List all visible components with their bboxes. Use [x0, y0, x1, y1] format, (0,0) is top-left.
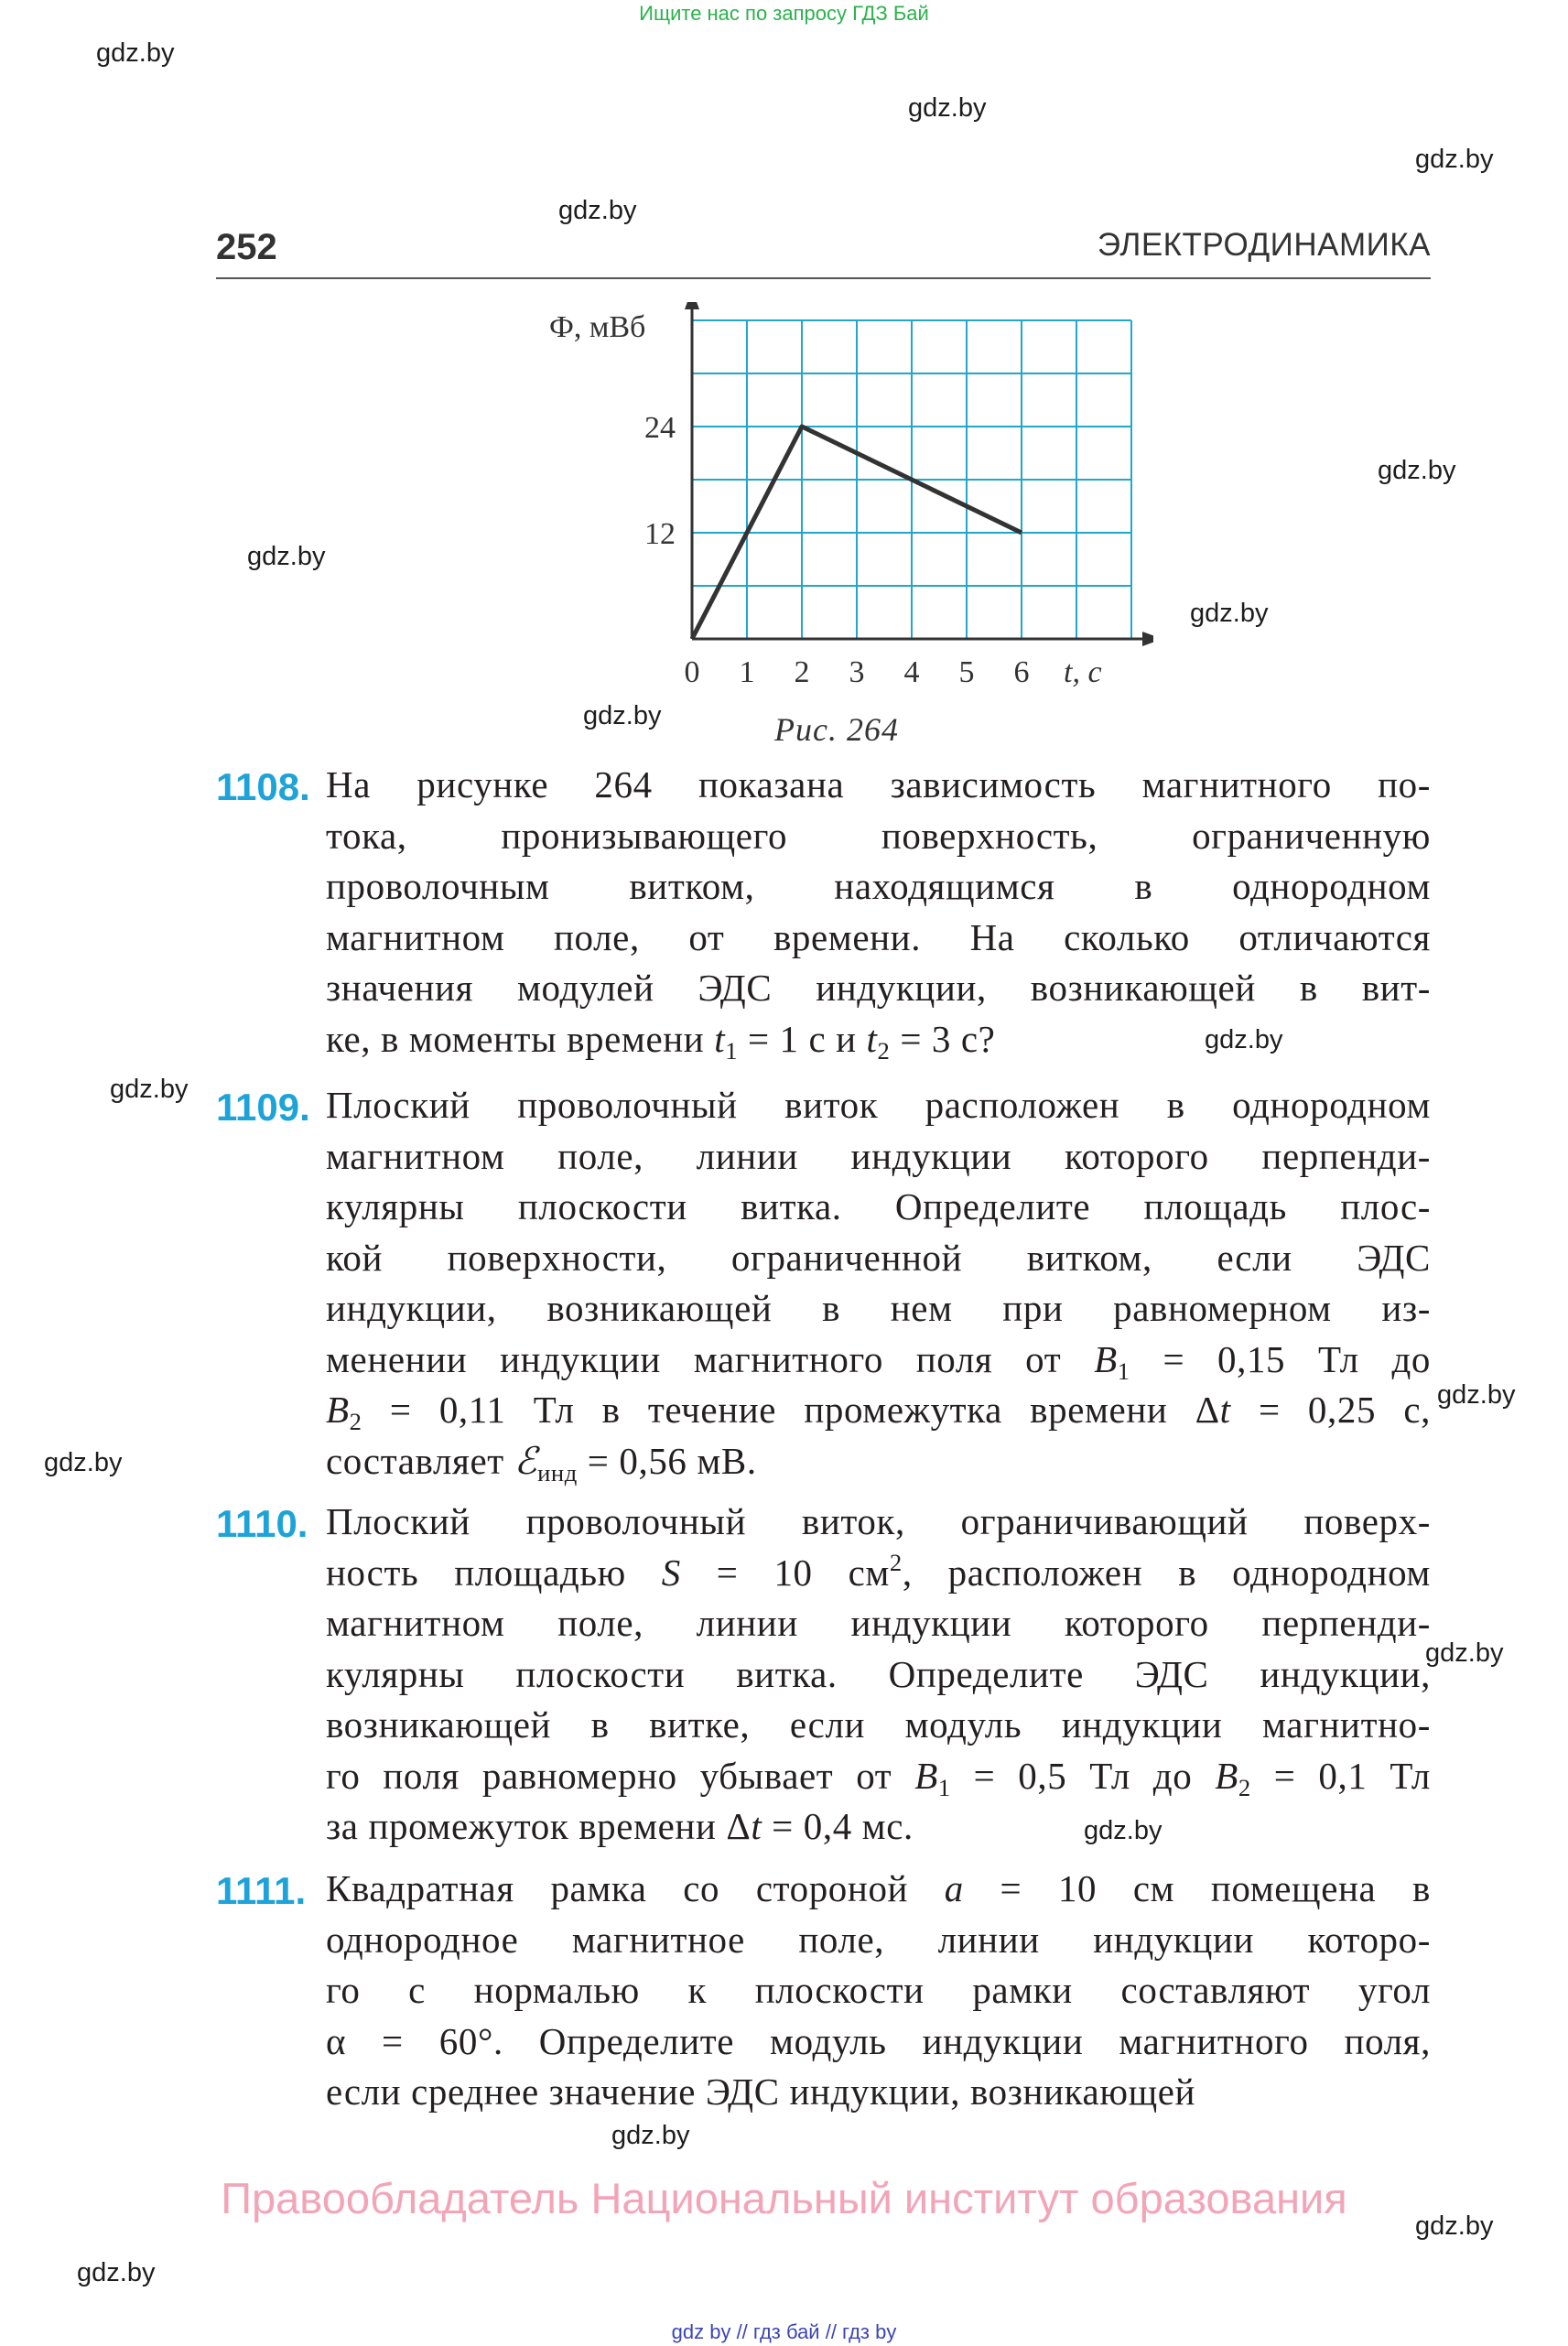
watermark: gdz.by	[77, 2258, 156, 2287]
problem-text-line: индукции, возникающей в нем при равномерном из-	[326, 1287, 1431, 1329]
x-tick-label: 2	[794, 655, 810, 689]
y-axis-label: Ф, мВб	[549, 310, 646, 344]
watermark: gdz.by	[1415, 2211, 1494, 2241]
problem-text-line: проволочным витком, находящимся в однородном	[326, 865, 1431, 907]
problem-text-line: ке, в моменты времени $t_1 = 1$ с и $t_2 = 3$ с?	[326, 1017, 996, 1065]
watermark: gdz.by	[1425, 1638, 1504, 1668]
problem-text-line: если среднее значение ЭДС индукции, возникающей	[326, 2070, 1196, 2113]
problem-number: 1108.	[216, 765, 310, 808]
problem-text-line: за промежуток времени Δt = 0,4 мс.	[326, 1805, 914, 1847]
watermark: gdz.by	[583, 701, 662, 730]
problem-number: 1109.	[216, 1086, 310, 1129]
page-number: 252	[216, 227, 277, 267]
problem-number: 1111.	[216, 1869, 307, 1912]
copyright-notice: Правообладатель Национальный институт образования	[221, 2174, 1347, 2222]
watermark: gdz.by	[96, 38, 175, 68]
flux-time-chart	[513, 302, 1153, 778]
problem-text-line: го с нормалью к плоскости рамки составляют угол	[326, 1969, 1431, 2011]
problem-number: 1110.	[216, 1502, 308, 1545]
problem-text-line: однородное магнитное поле, линии индукции которо-	[326, 1918, 1431, 1961]
problem-text-line: составляет ℰ$_{инд}$ = 0,56 мВ.	[326, 1439, 757, 1487]
problem-text-line: значения модулей ЭДС индукции, возникающей в вит-	[326, 967, 1431, 1009]
watermark: gdz.by	[44, 1448, 123, 1477]
y-tick-label: 12	[644, 517, 676, 551]
problem-text-line: На рисунке 264 показана зависимость магнитного по-	[326, 763, 1431, 805]
watermark: gdz.by	[558, 196, 637, 225]
watermark: gdz.by	[110, 1075, 189, 1104]
x-tick-label: 4	[903, 655, 920, 689]
x-tick-label: 1	[739, 655, 755, 689]
problem-text-line: α = 60°. Определите модуль индукции магнитного поля,	[326, 2019, 1431, 2062]
x-tick-label: 5	[958, 655, 975, 689]
problem-text-line: Квадратная рамка со стороной a = 10 см помещена в	[326, 1867, 1431, 1909]
problem-text-line: магнитном поле, от времени. На сколько отличаются	[326, 915, 1431, 958]
problem-text-line: го поля равномерно убывает от $B_1 = 0,5$ Тл до $B_2 = 0,1$ Тл	[326, 1754, 1431, 1801]
x-tick-label: 0	[684, 655, 700, 689]
problem-text-line: Плоский проволочный виток расположен в однородном	[326, 1084, 1431, 1126]
watermark: gdz.by	[247, 542, 326, 571]
problem-text-line: магнитном поле, линии индукции которого перпенди-	[326, 1134, 1431, 1177]
problem-text-line: кулярны плоскости витка. Определите ЭДС индукции,	[326, 1652, 1431, 1695]
problem-text-line: тока, пронизывающего поверхность, ограниченную	[326, 814, 1431, 857]
chart-tick-labels	[644, 411, 1030, 689]
problem-text-line: возникающей в витке, если модуль индукции магнитно-	[326, 1703, 1431, 1746]
problem-text-line: $B_2 = 0,11$ Тл в течение промежутка времени Δt = 0,25 с,	[326, 1389, 1431, 1435]
watermark: gdz.by	[1378, 456, 1456, 485]
figure-caption: Рис. 264	[774, 711, 899, 748]
bottom-banner: gdz by // гдз бай // гдз by	[671, 2320, 897, 2343]
problem-text-line: менении индукции магнитного поля от $B_1 = 0,15$ Тл до	[326, 1337, 1431, 1385]
y-axis-arrow	[685, 302, 699, 309]
chart-axes	[685, 302, 1153, 646]
section-title: ЭЛЕКТРОДИНАМИКА	[1097, 227, 1431, 263]
watermark: gdz.by	[908, 93, 987, 123]
header-rule	[216, 277, 1431, 279]
x-tick-label: 6	[1013, 655, 1030, 689]
problem-text-line: ность площадью S = 10 $см^2$, расположен в однородном	[326, 1548, 1431, 1594]
watermark: gdz.by	[1190, 599, 1269, 628]
problem-text-line: магнитном поле, линии индукции которого перпенди-	[326, 1602, 1431, 1644]
watermark: gdz.by	[1437, 1380, 1516, 1410]
x-tick-label: 3	[849, 655, 865, 689]
watermark: gdz.by	[1084, 1816, 1162, 1845]
problem-text-line: Плоский проволочный виток, ограничивающий поверх-	[326, 1500, 1431, 1542]
x-axis-arrow	[1142, 632, 1153, 646]
problem-text-line: кой поверхности, ограниченной витком, если ЭДС	[326, 1236, 1431, 1279]
x-axis-label: t, с	[1064, 655, 1102, 689]
problem-text-line: кулярны плоскости витка. Определите площадь плос-	[326, 1185, 1431, 1227]
watermark: gdz.by	[611, 2121, 690, 2150]
top-banner: Ищите нас по запросу ГДЗ Бай	[639, 2, 929, 25]
watermark: gdz.by	[1415, 145, 1494, 174]
y-tick-label: 24	[644, 411, 676, 445]
watermark: gdz.by	[1205, 1025, 1283, 1054]
